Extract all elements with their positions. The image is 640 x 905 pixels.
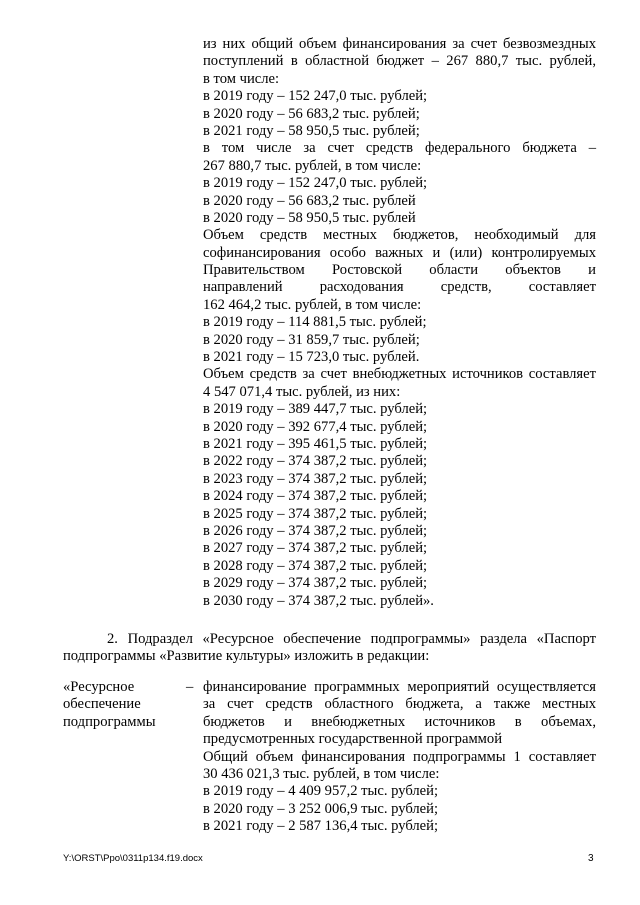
footer-file-path: Y:\ORST\Ppo\0311p134.f19.docx (63, 853, 203, 864)
text-line: софинансирования особо важных и (или) контролируемых (203, 244, 596, 261)
resource-text-line: в 2019 году – 4 409 957,2 тыс. рублей; (203, 783, 439, 800)
text-line: из них общий объем финансирования за счет безвозмездных (203, 36, 596, 52)
resource-text-line: 30 436 021,3 тыс. рублей, в том числе: (203, 765, 440, 782)
text-line: в 2019 году – 152 247,0 тыс. рублей; (203, 88, 428, 105)
text-line: Правительством Ростовской области объектов и (203, 262, 596, 279)
resource-label-line: подпрограммы (63, 713, 156, 730)
text-line: в 2026 году – 374 387,2 тыс. рублей; (203, 522, 428, 539)
text-line: в том числе: (203, 70, 280, 87)
resource-text-line: в 2021 году – 2 587 136,4 тыс. рублей; (203, 818, 439, 835)
text-line: в 2022 году – 374 387,2 тыс. рублей; (203, 453, 428, 470)
text-line: в 2021 году – 395 461,5 тыс. рублей; (203, 435, 428, 452)
resource-text-line: в 2020 году – 3 252 006,9 тыс. рублей; (203, 800, 439, 817)
resource-text-line: финансирование программных мероприятий осуществляется (203, 679, 596, 695)
section-paragraph-line: 2. Подраздел «Ресурсное обеспечение подпрограммы» раздела «Паспорт (107, 631, 596, 647)
label-dash: – (186, 679, 194, 695)
text-line: в 2020 году – 31 859,7 тыс. рублей; (203, 331, 420, 348)
resource-label-line: обеспечение (63, 696, 141, 713)
text-line: 267 880,7 тыс. рублей, в том числе: (203, 157, 422, 174)
resource-text-line: за счет средств областного бюджета, а также местных (203, 696, 596, 713)
text-line: в 2019 году – 114 881,5 тыс. рублей; (203, 314, 427, 331)
text-line: в 2028 году – 374 387,2 тыс. рублей; (203, 557, 428, 574)
text-line: в 2019 году – 152 247,0 тыс. рублей; (203, 175, 428, 192)
financing-details-block (203, 36, 596, 610)
text-line: в 2020 году – 58 950,5 тыс. рублей (203, 209, 416, 226)
text-line: в 2024 году – 374 387,2 тыс. рублей; (203, 488, 428, 505)
section-paragraph (63, 631, 596, 666)
text-line: в 2020 году – 56 683,2 тыс. рублей; (203, 105, 420, 122)
text-line: в 2030 году – 374 387,2 тыс. рублей». (203, 592, 434, 609)
resource-label-line: «Ресурсное (63, 679, 135, 695)
text-line: в том числе за счет средств федерального бюджета – (203, 140, 596, 157)
text-line: в 2021 году – 58 950,5 тыс. рублей; (203, 122, 420, 139)
text-line: в 2023 году – 374 387,2 тыс. рублей; (203, 470, 428, 487)
text-line: в 2029 году – 374 387,2 тыс. рублей; (203, 575, 428, 592)
text-line: Объем средств за счет внебюджетных источников составляет (203, 366, 596, 383)
resource-label (63, 679, 183, 731)
text-line: в 2020 году – 392 677,4 тыс. рублей; (203, 418, 428, 435)
text-line: в 2019 году – 389 447,7 тыс. рублей; (203, 401, 428, 418)
text-line: в 2020 году – 56 683,2 тыс. рублей (203, 192, 416, 209)
resource-description-block (203, 679, 596, 836)
text-line: в 2021 году – 15 723,0 тыс. рублей. (203, 349, 420, 366)
resource-text-line: бюджетов и внебюджетных источников в объемах, (203, 713, 596, 730)
section-paragraph-line: подпрограммы «Развитие культуры» изложить в редакции: (63, 648, 430, 665)
text-line: 4 547 071,4 тыс. рублей, из них: (203, 383, 401, 400)
text-line: 162 464,2 тыс. рублей, в том числе: (203, 296, 422, 313)
text-line: Объем средств местных бюджетов, необходимый для (203, 227, 596, 244)
resource-text-line: Общий объем финансирования подпрограммы 1 составляет (203, 748, 596, 765)
page-number: 3 (588, 853, 594, 864)
text-line: направлений расходования средств, составляет (203, 279, 596, 296)
text-line: в 2027 году – 374 387,2 тыс. рублей; (203, 540, 428, 557)
text-line: поступлений в областной бюджет – 267 880,7 тыс. рублей, (203, 53, 596, 70)
text-line: в 2025 году – 374 387,2 тыс. рублей; (203, 505, 428, 522)
resource-text-line: предусмотренных государственной программой (203, 731, 503, 748)
